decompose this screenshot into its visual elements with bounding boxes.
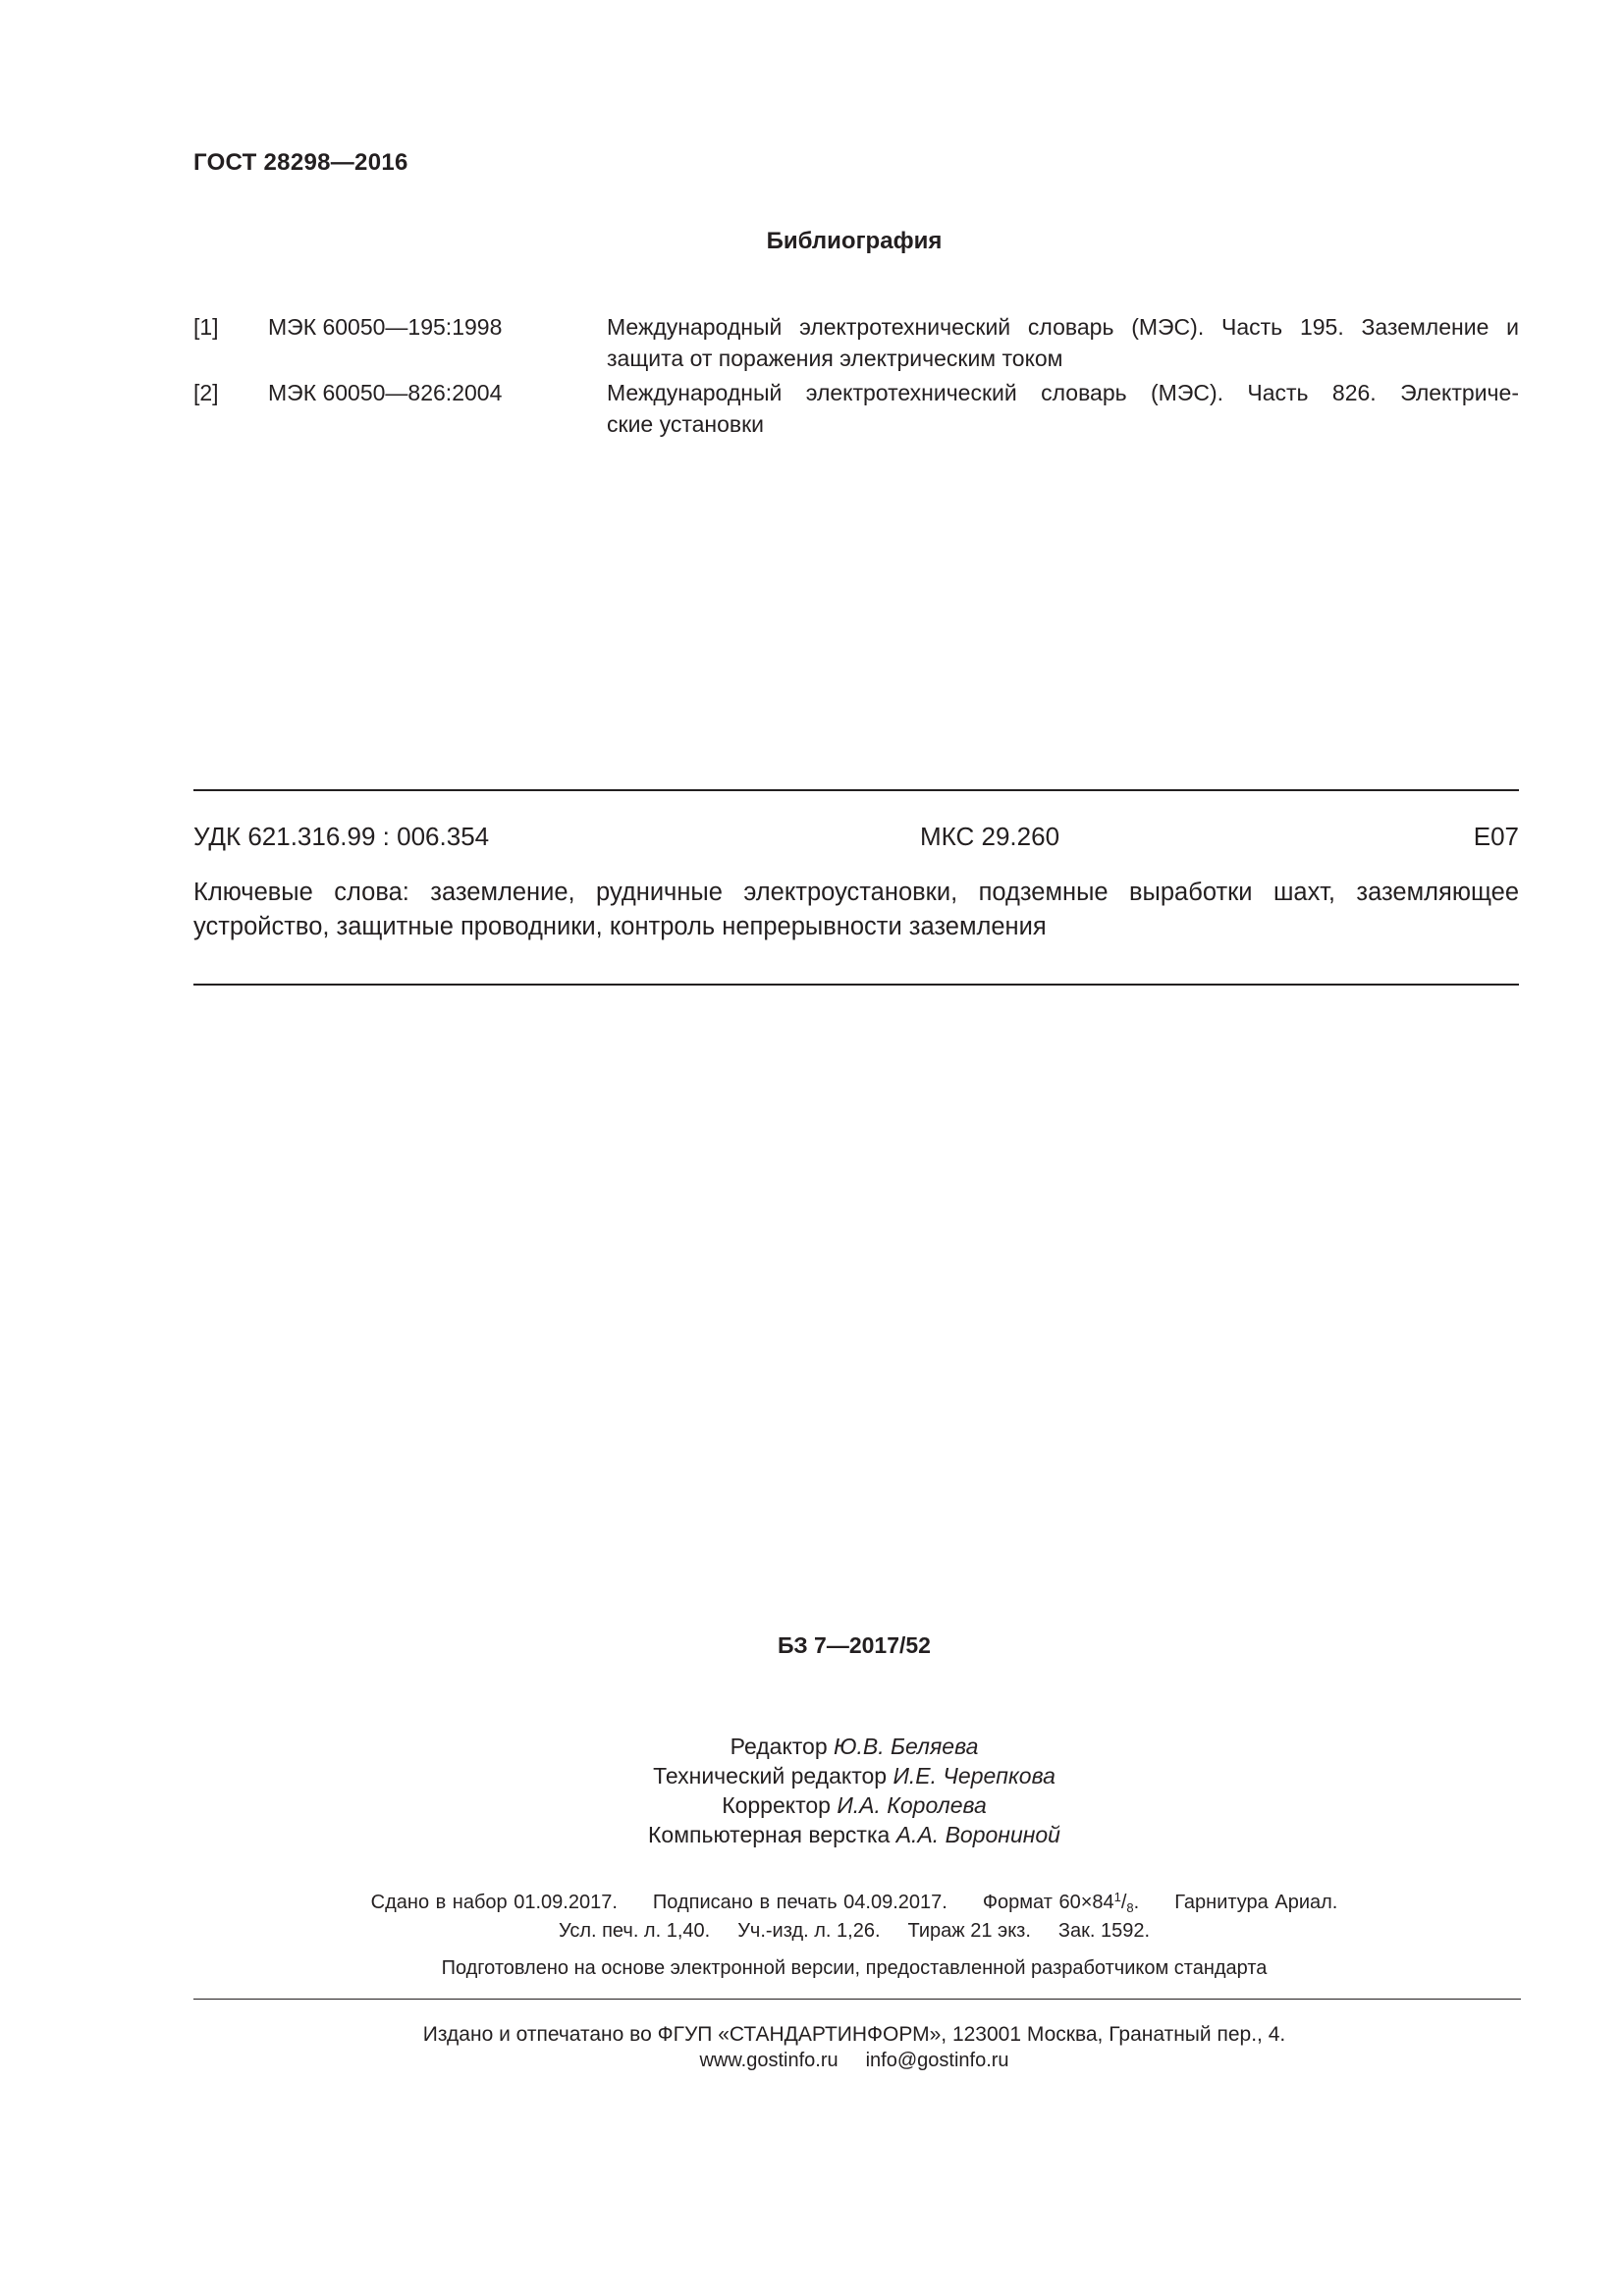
credits-block [0, 1732, 1624, 1849]
entry-standard: МЭК 60050—195:1998 [268, 314, 503, 340]
classification-code: Е07 [1473, 822, 1519, 851]
entry-standard: МЭК 60050—826:2004 [268, 380, 503, 405]
mks-code: МКС 29.260 [920, 822, 1060, 851]
typeface: Гарнитура Ариал. [1174, 1892, 1338, 1913]
credit-tech-editor: Технический редактор И.Е. Черепкова [653, 1763, 1056, 1789]
divider [193, 984, 1519, 986]
credit-editor: Редактор Ю.В. Беляева [730, 1734, 979, 1759]
entry-title-line: ские установки [607, 411, 765, 437]
credit-proofreader: Корректор И.А. Королева [722, 1792, 987, 1818]
entry-title [607, 377, 1519, 440]
paper-format: Формат $60\times 84^1/_8$. [982, 1890, 1140, 1915]
keywords-line: Ключевые слова: заземление, рудничные электроустановки, подземные выработки шахт, заземляющее [193, 879, 1519, 906]
order-number: Зак. 1592. [1057, 1920, 1151, 1942]
bibliography-title: Библиография [766, 228, 943, 254]
entry-title-line: Международный электротехнический словарь (МЭС). Часть 826. Электриче- [607, 380, 1519, 405]
print-sheets: Усл. печ. л. 1,40. [558, 1920, 711, 1942]
contacts [0, 2050, 1624, 2072]
circulation: Тираж 21 экз. [907, 1920, 1031, 1942]
publisher-info: Издано и отпечатано во ФГУП «СТАНДАРТИНФОРМ», 123001 Москва, Гранатный пер., 4. [422, 2023, 1286, 2046]
bz-number: БЗ 7—2017/52 [778, 1632, 931, 1658]
divider [193, 789, 1519, 791]
keywords [193, 876, 1519, 944]
entry-title [607, 311, 1519, 374]
entry-number: [1] [193, 314, 219, 340]
prepared-note: Подготовлено на основе электронной версии, предоставленной разработчиком стандарта [441, 1957, 1268, 1979]
document-code: ГОСТ 28298—2016 [193, 149, 408, 176]
email-link[interactable]: info@gostinfo.ru [865, 2050, 1009, 2071]
pub-sheets: Уч.-изд. л. 1,26. [737, 1920, 881, 1942]
keywords-line: устройство, защитные проводники, контроль непрерывности заземления [193, 913, 1047, 940]
entry-title-line: Международный электротехнический словарь (МЭС). Часть 195. Заземление и [607, 314, 1519, 340]
signed-date: Подписано в печать 04.09.2017. [652, 1892, 947, 1913]
print-info-line [0, 1890, 1624, 1915]
credit-layout: Компьютерная верстка А.А. Ворониной [648, 1822, 1060, 1847]
divider [193, 1999, 1521, 2000]
typeset-date: Сдано в набор 01.09.2017. [370, 1892, 618, 1913]
entry-number: [2] [193, 380, 219, 405]
print-info-line [0, 1920, 1624, 1943]
entry-title-line: защита от поражения электрическим током [607, 346, 1063, 371]
website-link[interactable]: www.gostinfo.ru [699, 2050, 839, 2071]
udc-code: УДК 621.316.99 : 006.354 [193, 822, 490, 851]
